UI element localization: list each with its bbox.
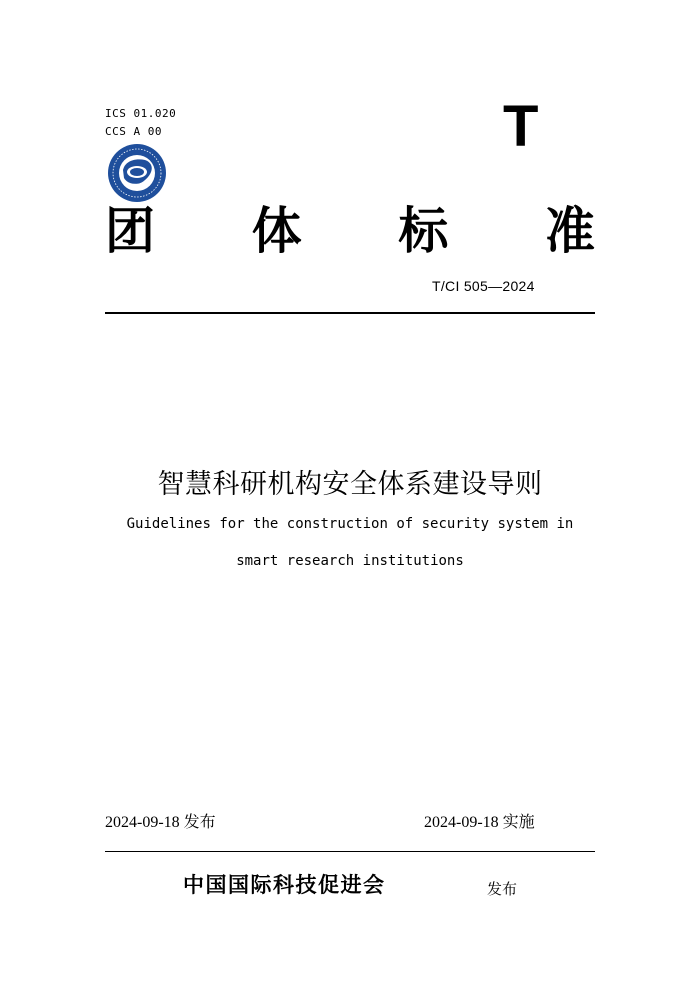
standard-type-letter: T: [503, 94, 539, 159]
issuing-organization: 中国国际科技促进会: [183, 872, 386, 897]
standard-category-title: [105, 200, 595, 262]
standard-number: T/CI 505—2024: [432, 278, 535, 294]
document-title-en-line1: Guidelines for the construction of security system in: [126, 516, 574, 532]
title-char: 准: [544, 201, 595, 260]
issued-label: 发布: [487, 880, 518, 898]
title-char: 团: [105, 201, 155, 260]
title-char: 体: [251, 201, 302, 260]
bottom-divider: [105, 851, 595, 852]
implementation-date: 2024-09-18 实施: [424, 814, 535, 831]
document-title-en-line2: smart research institutions: [236, 553, 464, 569]
ics-code: ICS 01.020: [105, 107, 177, 120]
document-title-cn: 智慧科研机构安全体系建设导则: [157, 469, 543, 500]
publish-date: 2024-09-18 发布: [105, 814, 216, 831]
title-char: 标: [398, 201, 449, 260]
ccs-code: CCS A 00: [105, 125, 162, 138]
top-divider: [105, 312, 595, 314]
organization-logo-icon: [101, 143, 173, 203]
